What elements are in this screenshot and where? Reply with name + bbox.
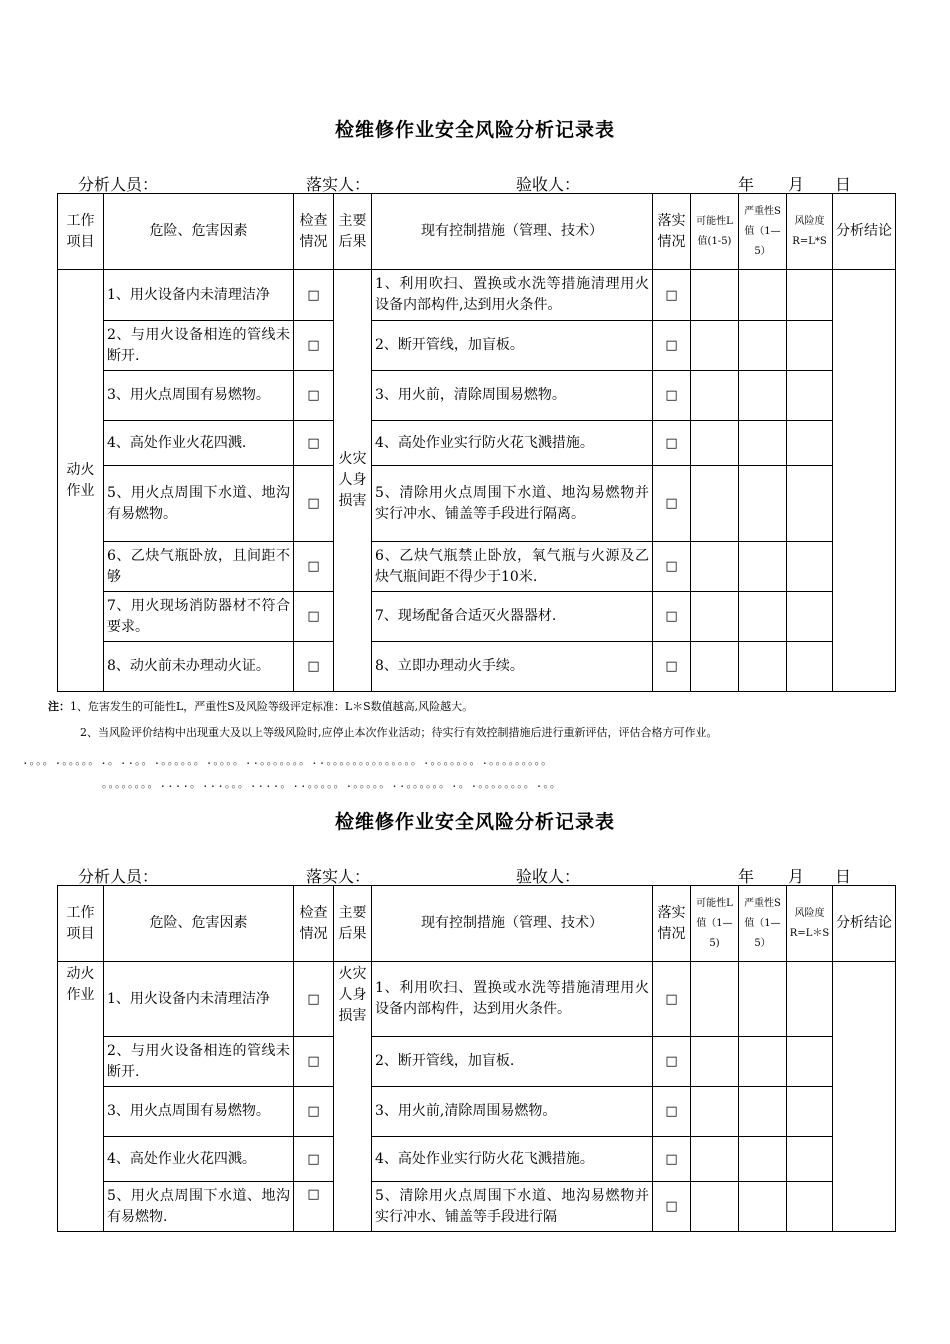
implement-checkbox[interactable]: □ [653,1037,691,1087]
header-risk: 风险度R=L＊S [787,886,833,962]
note-text-1: 1、危害发生的可能性L，严重性S及风险等级评定标准：L＊S数值越高,风险越大。 [70,700,474,713]
header-hazard: 危险、危害因素 [104,194,294,270]
table-row [58,962,896,1037]
acceptor-label: 验收人： [516,175,581,194]
hazard-cell: 4、高处作业火花四溅. [104,421,294,466]
table-row [58,1182,896,1232]
table-row [58,1137,896,1182]
severity-cell[interactable] [739,962,787,1037]
header-consequence: 主要后果 [334,194,372,270]
dotted-separator-2: 。。。。。。。。....。...。。。....。..。。。。。.。。。。。..。。。。。。.。.。。。。。。。。.。。 [102,777,562,790]
table-row [58,321,896,371]
control-cell: 5、清除用火点周围下水道、地沟易燃物并实行冲水、铺盖等手段进行隔 [372,1182,653,1232]
control-cell: 3、用火前,清除周围易燃物。 [372,1087,653,1137]
hazard-cell: 1、用火设备内未清理洁净 [104,962,294,1037]
severity-cell[interactable] [739,1137,787,1182]
form2-title: 检维修作业安全风险分析记录表 [334,811,615,833]
check-checkbox[interactable]: □ [294,371,334,421]
risk-cell[interactable] [787,421,833,466]
risk-cell[interactable] [787,1182,833,1232]
control-cell: 4、高处作业实行防火花飞溅措施。 [372,1137,653,1182]
severity-cell[interactable] [739,270,787,321]
header-severity: 严重性S值（1—5） [739,194,787,270]
table-row [58,421,896,466]
table-row [58,1037,896,1087]
control-cell: 8、立即办理动火手续。 [372,642,653,692]
check-checkbox[interactable]: □ [294,542,334,592]
likelihood-cell[interactable] [691,1087,739,1137]
header-risk: 风险度R=L*S [787,194,833,270]
header-row [58,194,896,270]
likelihood-cell[interactable] [691,371,739,421]
risk-cell[interactable] [787,542,833,592]
risk-cell[interactable] [787,1087,833,1137]
severity-cell[interactable] [739,542,787,592]
check-checkbox[interactable]: □ [294,1137,334,1182]
analysis-cell[interactable] [833,962,896,1232]
note-label: 注： [48,700,70,713]
check-checkbox[interactable]: □ [294,592,334,642]
month-label: 月 [788,867,805,886]
implement-checkbox[interactable]: □ [653,962,691,1037]
header-control: 现有控制措施（管理、技术） [372,194,653,270]
header-likelihood: 可能性L值(1-5) [691,194,739,270]
check-checkbox[interactable]: □ [294,1087,334,1137]
table-row [58,542,896,592]
check-checkbox[interactable]: □ [294,421,334,466]
hazard-cell: 5、用火点周围下水道、地沟有易燃物. [104,1182,294,1232]
work-item-cell: 动火作业 [58,270,104,692]
control-cell: 3、用火前，清除周围易燃物。 [372,371,653,421]
risk-cell[interactable] [787,1137,833,1182]
implement-checkbox[interactable]: □ [653,1182,691,1232]
implement-checkbox[interactable]: □ [653,321,691,371]
implement-checkbox[interactable]: □ [653,1137,691,1182]
table-row [58,592,896,642]
year-label: 年 [738,867,755,886]
header-work-item: 工作项目 [58,194,104,270]
likelihood-cell[interactable] [691,642,739,692]
header-work-item: 工作项目 [58,886,104,962]
hazard-cell: 5、用火点周围下水道、地沟有易燃物。 [104,466,294,542]
control-cell: 4、高处作业实行防火花飞溅措施。 [372,421,653,466]
day-label: 日 [835,175,852,194]
implement-checkbox[interactable]: □ [653,1087,691,1137]
implement-checkbox[interactable]: □ [653,542,691,592]
risk-table-1 [57,193,896,692]
severity-cell[interactable] [739,466,787,542]
control-cell: 2、断开管线，加盲板. [372,1037,653,1087]
hazard-cell: 2、与用火设备相连的管线未断开. [104,1037,294,1087]
table-row [58,371,896,421]
day-label: 日 [835,867,852,886]
hazard-cell: 8、动火前未办理动火证。 [104,642,294,692]
header-hazard: 危险、危害因素 [104,886,294,962]
form1-title: 检维修作业安全风险分析记录表 [334,119,615,141]
consequence-cell: 火灾人身损害 [334,270,372,692]
year-label: 年 [738,175,755,194]
check-checkbox[interactable]: □ [294,1182,334,1232]
hazard-cell: 7、用火现场消防器材不符合要求。 [104,592,294,642]
work-item-cell: 动火作业 [58,962,104,1232]
risk-cell[interactable] [787,270,833,321]
control-cell: 6、乙炔气瓶禁止卧放，氧气瓶与火源及乙炔气瓶间距不得少于10米. [372,542,653,592]
analyst-label: 分析人员： [78,867,159,886]
risk-cell[interactable] [787,642,833,692]
severity-cell[interactable] [739,321,787,371]
control-cell: 1、利用吹扫、置换或水洗等措施清理用火设备内部构件，达到用火条件。 [372,962,653,1037]
check-checkbox[interactable]: □ [294,642,334,692]
implement-checkbox[interactable]: □ [653,421,691,466]
likelihood-cell[interactable] [691,1037,739,1087]
likelihood-cell[interactable] [691,321,739,371]
month-label: 月 [788,175,805,194]
table-row [58,1087,896,1137]
table-row [58,642,896,692]
risk-cell[interactable] [787,962,833,1037]
header-check: 检查情况 [294,194,334,270]
likelihood-cell[interactable] [691,962,739,1037]
header-severity: 严重性S值（1—5） [739,886,787,962]
implement-checkbox[interactable]: □ [653,592,691,642]
implement-checkbox[interactable]: □ [653,270,691,321]
form2-meta [78,864,878,886]
control-cell: 1、利用吹扫、置换或水洗等措施清理用火设备内部构件,达到用火条件。 [372,270,653,321]
severity-cell[interactable] [739,371,787,421]
severity-cell[interactable] [739,592,787,642]
analysis-cell[interactable] [833,270,896,692]
likelihood-cell[interactable] [691,421,739,466]
risk-cell[interactable] [787,321,833,371]
risk-cell[interactable] [787,466,833,542]
likelihood-cell[interactable] [691,592,739,642]
implementer-label: 落实人： [306,175,371,194]
likelihood-cell[interactable] [691,270,739,321]
control-cell: 2、断开管线，加盲板。 [372,321,653,371]
check-checkbox[interactable]: □ [294,466,334,542]
hazard-cell: 3、用火点周围有易燃物。 [104,371,294,421]
table-row [58,466,896,542]
hazard-cell: 4、高处作业火花四溅。 [104,1137,294,1182]
likelihood-cell[interactable] [691,1182,739,1232]
dotted-separator-1: .。。。.。。。。。.。..。。.。。。。。。.。。。。..。。。。。。。..。。。。。。。。。。。。。。.。。。。。。。.。。。。。。。。。 [22,754,554,767]
risk-cell[interactable] [787,592,833,642]
hazard-cell: 2、与用火设备相连的管线未断开. [104,321,294,371]
header-consequence: 主要后果 [334,886,372,962]
severity-cell[interactable] [739,642,787,692]
risk-table-2 [57,885,896,1232]
analyst-label: 分析人员： [78,175,159,194]
hazard-cell: 1、用火设备内未清理洁净 [104,270,294,321]
implementer-label: 落实人： [306,867,371,886]
hazard-cell: 3、用火点周围有易燃物。 [104,1087,294,1137]
header-analysis: 分析结论 [833,886,896,962]
implement-checkbox[interactable]: □ [653,371,691,421]
likelihood-cell[interactable] [691,542,739,592]
likelihood-cell[interactable] [691,1137,739,1182]
header-implement: 落实情况 [653,194,691,270]
severity-cell[interactable] [739,421,787,466]
header-analysis: 分析结论 [833,194,896,270]
form1-meta [78,172,878,194]
consequence-cell: 火灾人身损害 [334,962,372,1232]
header-row [58,886,896,962]
control-cell: 7、现场配备合适灭火器器材. [372,592,653,642]
risk-cell[interactable] [787,371,833,421]
severity-cell[interactable] [739,1087,787,1137]
check-checkbox[interactable]: □ [294,321,334,371]
header-implement: 落实情况 [653,886,691,962]
severity-cell[interactable] [739,1182,787,1232]
implement-checkbox[interactable]: □ [653,466,691,542]
hazard-cell: 6、乙炔气瓶卧放，且间距不够 [104,542,294,592]
control-cell: 5、清除用火点周围下水道、地沟易燃物并实行冲水、铺盖等手段进行隔离。 [372,466,653,542]
header-control: 现有控制措施（管理、技术） [372,886,653,962]
note-line-2: 2、当风险评价结构中出现重大及以上等级风险时,应停止本次作业活动；待实行有效控制措施后进行重新评估，评估合格方可作业。 [80,726,718,739]
check-checkbox[interactable]: □ [294,962,334,1037]
risk-cell[interactable] [787,1037,833,1087]
severity-cell[interactable] [739,1037,787,1087]
acceptor-label: 验收人： [516,867,581,886]
header-check: 检查情况 [294,886,334,962]
table-row [58,270,896,321]
check-checkbox[interactable]: □ [294,270,334,321]
note-line-1 [48,698,473,714]
check-checkbox[interactable]: □ [294,1037,334,1087]
header-likelihood: 可能性L值（1—5) [691,886,739,962]
likelihood-cell[interactable] [691,466,739,542]
implement-checkbox[interactable]: □ [653,642,691,692]
